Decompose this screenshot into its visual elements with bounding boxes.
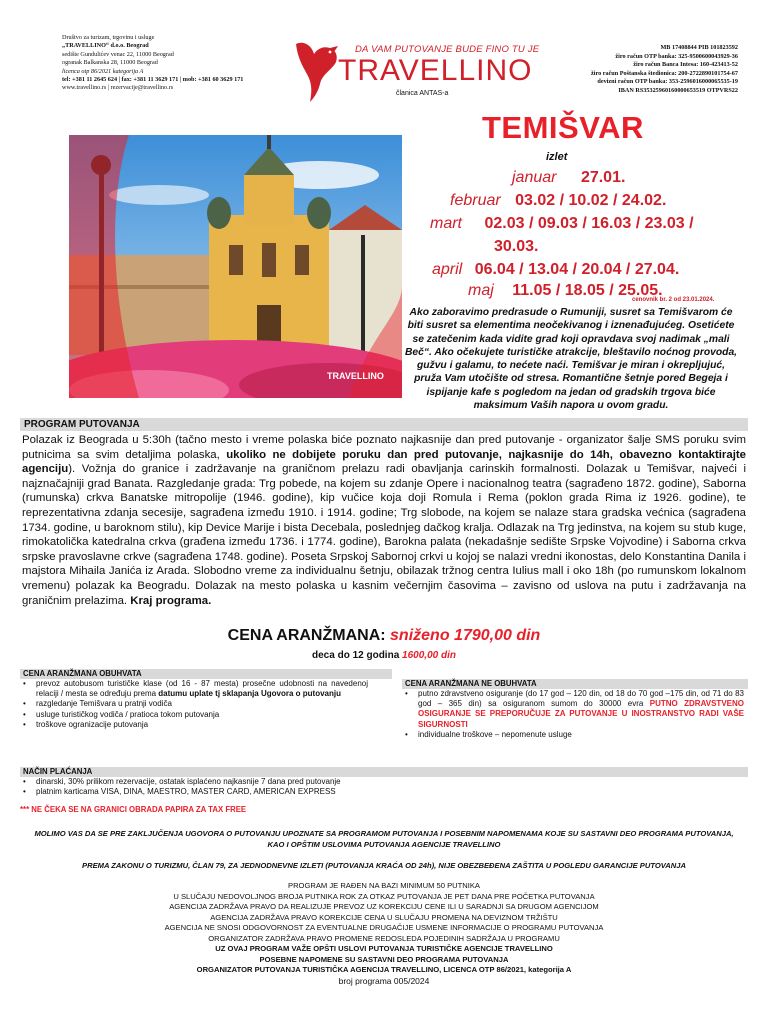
program-sms-note: ukoliko ne dobijete poruku dan pred putovanje, najkasnije do 14h, obavezno kontaktirajte agenciju: [22, 448, 746, 476]
notice-contract: MOLIMO VAS DA SE PRE ZAKLJUČENJA UGOVORA O PUTOVANJU UPOZNATE SA PROGRAMOM PUTOVANJA I POSEBNIM NAPOMENAMA KOJE SU SASTAVNI DEO PROGRAMA PUTOVANJA, KAO I OPŠTIM USLOVIMA PUTOVANJA AGENCIJE TRAVELLINO: [34, 829, 734, 849]
date-row: [512, 169, 625, 187]
list-item: • troškove ogranizacije putovanja: [20, 720, 392, 730]
company-line: tel: +381 11 2645 624 | fax: +381 11 3629 171 | mob: +381 60 3629 171: [62, 76, 244, 84]
date-row: [430, 215, 694, 233]
notice-line: U SLUČAJU NEDOVOLJNOG BROJA PUTNIKA ROK ZA OTKAZ PUTOVANJA JE PET DANA PRE POČETKA PUTOVANJA: [173, 891, 595, 901]
bank-line: IBAN RS35325960160000653519 OTPVRS22: [618, 86, 738, 94]
month-label: april: [432, 261, 463, 278]
bank-line: žiro račun OTP banka: 325-9500600043929-36: [615, 52, 738, 60]
logo-slogan: DA VAM PUTOVANJE BUDE FINO TU JE: [355, 44, 540, 55]
list-item: [402, 689, 748, 730]
month-label: februar: [450, 192, 501, 209]
cathedral-illustration: [69, 135, 402, 398]
notice-line: AGENCIJA NE SNOSI ODGOVORNOST ZA EVENTUALNE DRUGAČIJE USMENE INFORMACIJE O PROGRAMU PUTOVANJA: [164, 923, 604, 932]
bank-line: žiro račun Poštanska štedionica: 200-2722890101754-67: [590, 69, 738, 77]
company-line: Društvo za turizam, trgovinu i usluge: [62, 34, 155, 41]
date-values: 30.03.: [494, 238, 539, 255]
program-number: broj programa 005/2024: [338, 975, 430, 986]
date-row: [450, 192, 666, 210]
list-item: • usluge turističkog vodiča / pratioca tokom putovanja: [20, 710, 392, 720]
company-line: licenca otp 86/2021 kategorija A: [62, 67, 144, 75]
notice-line: POSEBNE NAPOMENE SU SASTAVNI DEO PROGRAMA PUTOVANJA: [259, 954, 509, 964]
timisoara-photo: [69, 135, 402, 398]
list-item: • individualne troškove – nepomenute usluge: [402, 730, 748, 740]
price-label: CENA ARANŽMANA:: [227, 627, 386, 644]
notice-line: ORGANIZATOR ZADRŽAVA PRAVO PROMENE REDOSLEDA POJEDINIH SADRŽAJA U PROGRAMU: [208, 933, 560, 943]
trip-type: izlet: [546, 151, 568, 163]
company-info: [62, 34, 302, 93]
program-part: ). Vožnja do granice i zadržavanje na graničnom prelazu radi obavljanja carinskih formalnosti. Dolazak u Temišvar, najveći i najznačajniji grad Banata. Razgledanje grada: Trg pobede, na kojem su zdanje Opere i nacionalnog teatra (sagrađeno 1872. godine), Saborna (rumunska) crkva Banatske mitropolije (1946. godine), kip vučice koja doji Romula i Rema (poklon grada Rima iz 1926. godine), te reprezentativna zdanja secesije, sagrađena između 1910. i 1914. godine; Trg slobode, na kojem se nalaze stara gradska većnica (sagrađena 1734. godine, u baroknom stilu), kip Device Marije i bista Decebala, poslednjeg dačkog kralja. Odlazak na Trg jedinstva, na kojem su stub kuge, rimokatolička katedralna crkva (građena između 1736. i 1774. godine), Barokna palata (nekadašnje sedište Srpske Vojvodine) i Saborna crkva srpske pravoslavne crkve (sagrađena 1748. godine). Poseta Srpskoj Sabornoj crkvi u kojoj se nalazi vredni ikonostas, delo Konstantina Danila i majstora Mihaila Janića iz Arada. Slobodno vreme za individualnu šetnju, obilazak tržnog centra Iulius mall i oko 18h (po rumunskom lokalnom vremenu) polazak ka Beogradu. Dolazak na mesto polaska u kasnim večernjim časovima – zavisno od uslova na putu i zadržavanja na graničnim prelazima.: [22, 463, 746, 607]
date-values: 06.04 / 13.04 / 20.04 / 27.04.: [474, 261, 680, 278]
date-row: [432, 261, 679, 279]
date-values: 02.03 / 09.03 / 16.03 / 23.03 /: [484, 215, 694, 232]
bank-line: žiro račun Banca Intesa: 160-423413-52: [633, 61, 738, 69]
insurance-warning: PUTNO ZDRAVSTVENO OSIGURANJE SE PREPORUČUJE ZA PUTOVANJE U INOSTRANSTVO RADI VAŠE SIGURNOSTI: [418, 699, 744, 729]
excludes-heading: CENA ARANŽMANA NE OBUHVATA: [402, 679, 748, 689]
list-item: • platnim karticama VISA, DINA, MAESTRO, MASTER CARD, AMERICAN EXPRESS: [20, 787, 748, 797]
bank-line: devizni račun OTP banka: 353-2596016000065535-19: [597, 78, 738, 86]
price-heading: [0, 627, 768, 645]
month-label: mart: [430, 215, 462, 232]
list-item: • razgledanje Temišvara u pratnji vodiča: [20, 699, 392, 709]
bank-line: MB 17408844 PIB 101823592: [660, 44, 738, 51]
program-heading: PROGRAM PUTOVANJA: [20, 418, 748, 431]
child-price-value: 1600,00 din: [402, 650, 456, 661]
month-label: maj: [468, 282, 494, 299]
page-title: TEMIŠVAR: [482, 110, 644, 145]
notice-lines: [30, 881, 738, 986]
date-values: 11.05 / 18.05 / 25.05.: [512, 282, 663, 299]
logo-name: TRAVELLINO: [338, 54, 533, 87]
logo-subtitle: članica ANTAS-a: [396, 90, 449, 97]
bank-info: [518, 44, 738, 96]
list-item-text: putno zdravstveno osiguranje (do 17 god – 120 din, od 18 do 70 god –175 din, od 71 do 83 god – 365 din) sa osiguranom sumom do 30000 evra: [418, 689, 744, 709]
payment-heading: NAČIN PLAĆANJA: [20, 767, 748, 777]
date-row: [494, 238, 538, 256]
notice-line: PROGRAM JE RAĐEN NA BAZI MINIMUM 50 PUTNIKA: [288, 881, 480, 890]
notice-line: UZ OVAJ PROGRAM VAŽE OPŠTI USLOVI PUTOVANJA TURISTIČKE AGENCIJE TRAVELLINO: [215, 944, 553, 953]
child-price: [0, 650, 768, 661]
company-line: „TRAVELLINO“ d.o.o. Beograd: [62, 42, 149, 50]
list-item: [20, 679, 392, 699]
company-line: sedište Gundulićev venac 22, 11000 Beograd: [62, 50, 174, 58]
list-item-text: prevoz autobusom turističke klase (od 16 - 87 mesta) prosečne udobnosti na navedenoj relaciji / mesta se određuju prema: [36, 679, 368, 699]
travellino-bird-logo: [292, 38, 342, 104]
program-part: Polazak iz Beograda u 5:30h (tačno mesto i vreme polaska biće poznato najkasnije dan pred putovanje - organizator šalje SMS poruku svim putnicima sa svim detaljima polaska,: [22, 434, 746, 461]
price-value: sniženo 1790,00 din: [390, 627, 541, 644]
tax-free-note: *** NE ČEKA SE NA GRANICI OBRADA PAPIRA ZA TAX FREE: [20, 805, 247, 815]
child-price-label: deca do 12 godina: [312, 650, 400, 661]
notice-line: AGENCIJA ZADRŽAVA PRAVO DA REALIZUJE PREVOZ UZ KOREKCIJU CENE ILI U SARADNJI SA DRUGOM AGENCIJOM: [169, 902, 599, 911]
list-item: • dinarski, 30% prilikom rezervacije, ostatak isplaćeno najkasnije 7 dana pred putovanje: [20, 777, 748, 787]
includes-list: [20, 679, 392, 730]
month-label: januar: [512, 169, 557, 186]
program-text: [22, 433, 746, 608]
intro-text: Ako zaboravimo predrasude o Rumuniji, susret sa Temišvarom će biti susret sa elementima neočekivanog i iznenađujućeg. Osetićete se zatečenim kada vidite grad koji opravdava svoj nadimak „mali Beč“. Ako očekujete turističke atrakcije, bleštavilo noćnog provoda, gužvu i galamu, to nećete naći. Temišvar je miran i okrepljujuć, pruža Vam utočište od stresa. Romantične šetnje pored Begeja i ispijanje kafe s pogledom na jedan od gradskih trgova biće maksimum Vaših napora u ovom gradu.: [404, 307, 738, 412]
date-values: 27.01.: [580, 169, 626, 186]
list-item-bold: datumu uplate tj sklapanja Ugovora o putovanju: [158, 689, 341, 699]
payment-list: [20, 777, 748, 797]
notice-law: PREMA ZAKONU O TURIZMU, ČLAN 79, ZA JEDNODNEVNE IZLETI (PUTOVANJA KRAĆA OD 24h), NIJE OBEZBEĐENA ZAŠTITA U POGLEDU GARANCIJE PUTOVANJA: [82, 861, 686, 870]
program-end: Kraj programa.: [130, 594, 212, 607]
price-list-number: cenovnik br. 2 od 23.01.2024.: [632, 297, 715, 303]
notice-line: AGENCIJA ZADRŽAVA PRAVO KOREKCIJE CENA U SLUČAJU PROMENA NA DEVIZNOM TRŽIŠTU: [210, 912, 558, 922]
notice-line: ORGANIZATOR PUTOVANJA TURISTIČKA AGENCIJA TRAVELLINO, LICENCA OTP 86/2021, kategorija A: [196, 965, 572, 974]
includes-heading: CENA ARANŽMANA OBUHVATA: [20, 669, 392, 679]
excludes-section: [402, 679, 748, 740]
company-line: www.travellino.rs | rezervacije@travellino.rs: [62, 84, 174, 92]
includes-section: [20, 669, 392, 730]
excludes-list: [402, 689, 748, 740]
photo-watermark: TRAVELLINO: [327, 371, 384, 381]
date-values: 03.02 / 10.02 / 24.02.: [515, 192, 667, 209]
company-line: ogranak Balkanska 28, 11000 Beograd: [62, 59, 158, 67]
payment-section: [20, 767, 748, 814]
